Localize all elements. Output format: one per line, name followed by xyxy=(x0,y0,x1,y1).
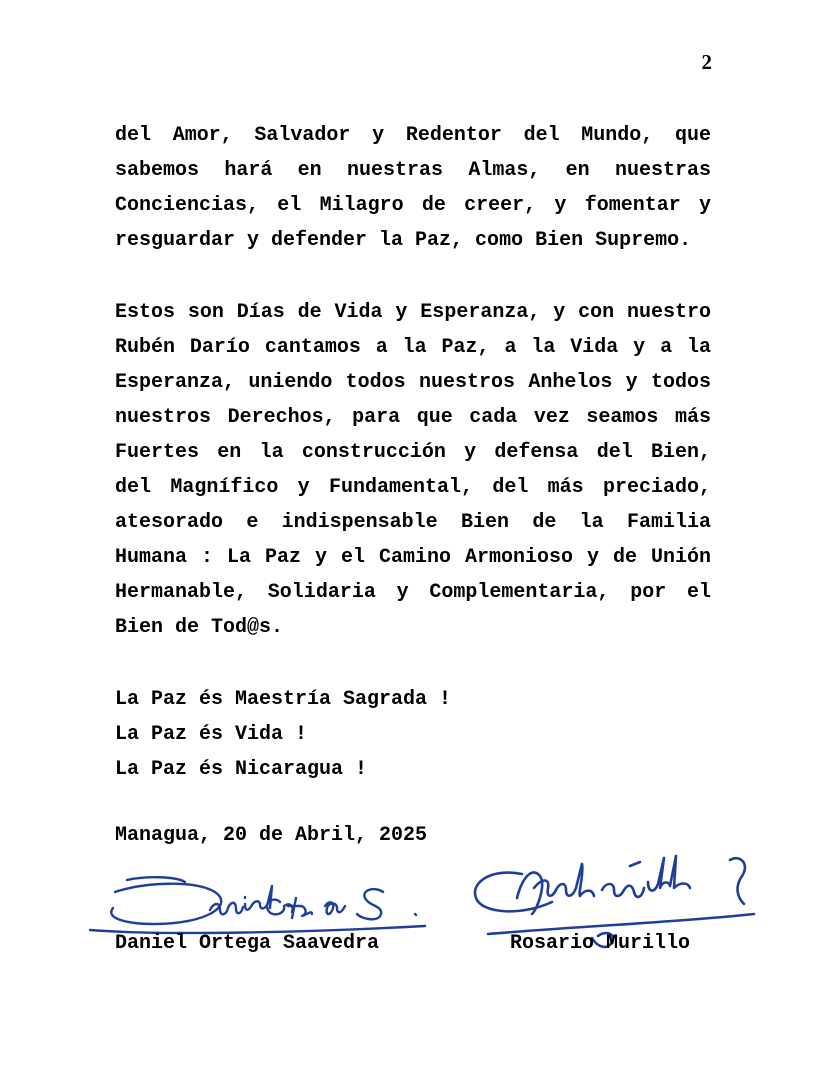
closing-line-1: La Paz és Maestría Sagrada ! xyxy=(115,688,452,711)
signatory-name-2: Rosario Murillo xyxy=(510,932,691,955)
closing-line-3: La Paz és Nicaragua ! xyxy=(115,758,368,781)
closing-lines xyxy=(115,682,711,787)
signatory-name-1: Daniel Ortega Saavedra xyxy=(115,932,380,955)
place-date: Managua, 20 de Abril, 2025 xyxy=(115,824,428,847)
closing-line-2: La Paz és Vida ! xyxy=(115,723,308,746)
letter-paragraph-1: del Amor, Salvador y Redentor del Mundo, que sabemos hará en nuestras Almas, en nuestras Conciencias, el Milagro de creer, y fomentar y resguardar y defender la Paz, como Bien Supremo. xyxy=(115,124,711,252)
letter-paragraph-2: Estos son Días de Vida y Esperanza, y con nuestro Rubén Darío cantamos a la Paz, a la Vida y a la Esperanza, uniendo todos nuestros Anhelos y todos nuestros Derechos, para que cada vez seamos más Fuertes en la construcción y defensa del Bien, del Magnífico y Fundamental, del más preciado, atesorado e indispensable Bien de la Familia Humana : La Paz y el Camino Armonioso y de Unión Hermanable, Solidaria y Complementaria, por el Bien de Tod@s. xyxy=(115,301,711,639)
page-number: 2 xyxy=(701,50,712,74)
